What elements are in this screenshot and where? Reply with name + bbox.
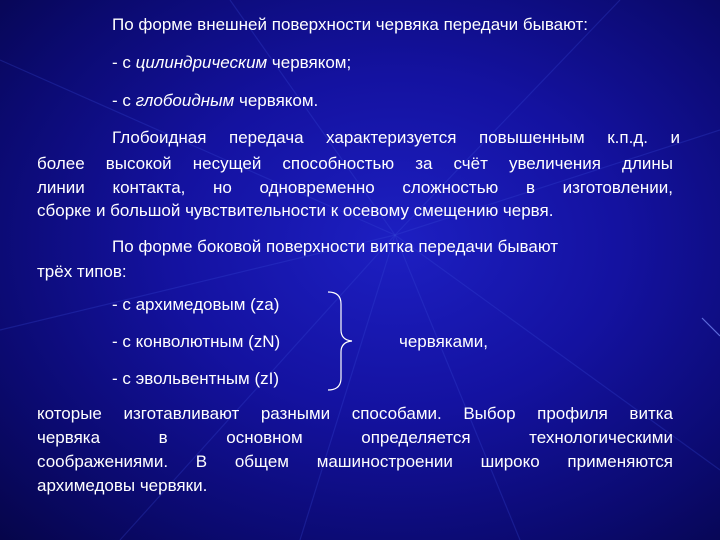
paragraph-profile-line: червяка в основном определяется технологическими bbox=[37, 428, 673, 447]
type-item-involute: - с эвольвентным (zI) bbox=[112, 369, 280, 388]
list-item-cylindrical bbox=[112, 52, 351, 74]
curly-brace bbox=[322, 290, 362, 392]
paragraph-globoid-line: более высокой несущей способностью за счёт увеличения длины bbox=[37, 154, 673, 173]
list-item-suffix: червяком; bbox=[267, 53, 352, 72]
paragraph-types-line: По форме боковой поверхности витка передачи бывают bbox=[112, 237, 559, 256]
paragraph-profile-line: соображениями. В общем машиностроении широко применяются bbox=[37, 452, 673, 471]
paragraph-globoid-line: сборке и большой чувствительности к осевому смещению червя. bbox=[37, 201, 554, 220]
list-item-globoid bbox=[112, 90, 318, 112]
paragraph-globoid-line: Глобоидная передача характеризуется повышенным к.п.д. и bbox=[112, 128, 680, 147]
heading: По форме внешней поверхности червяка передачи бывают: bbox=[112, 15, 589, 34]
list-item-italic: цилиндрическим bbox=[135, 53, 268, 72]
list-item-prefix: - с bbox=[112, 91, 136, 110]
type-item-archimedean: - с архимедовым (za) bbox=[112, 295, 280, 314]
brace-label: червяками, bbox=[399, 332, 488, 351]
paragraph-types-line: трёх типов: bbox=[37, 262, 127, 281]
list-item-italic: глобоидным bbox=[135, 91, 235, 110]
paragraph-profile-line: архимедовы червяки. bbox=[37, 476, 208, 495]
paragraph-profile-line: которые изготавливают разными способами. Выбор профиля витка bbox=[37, 404, 673, 423]
paragraph-globoid-line: линии контакта, но одновременно сложностью в изготовлении, bbox=[37, 178, 673, 197]
list-item-prefix: - с bbox=[112, 53, 136, 72]
type-item-convolute: - с конволютным (zN) bbox=[112, 332, 281, 351]
edge-ray bbox=[702, 318, 720, 336]
list-item-suffix: червяком. bbox=[234, 91, 319, 110]
